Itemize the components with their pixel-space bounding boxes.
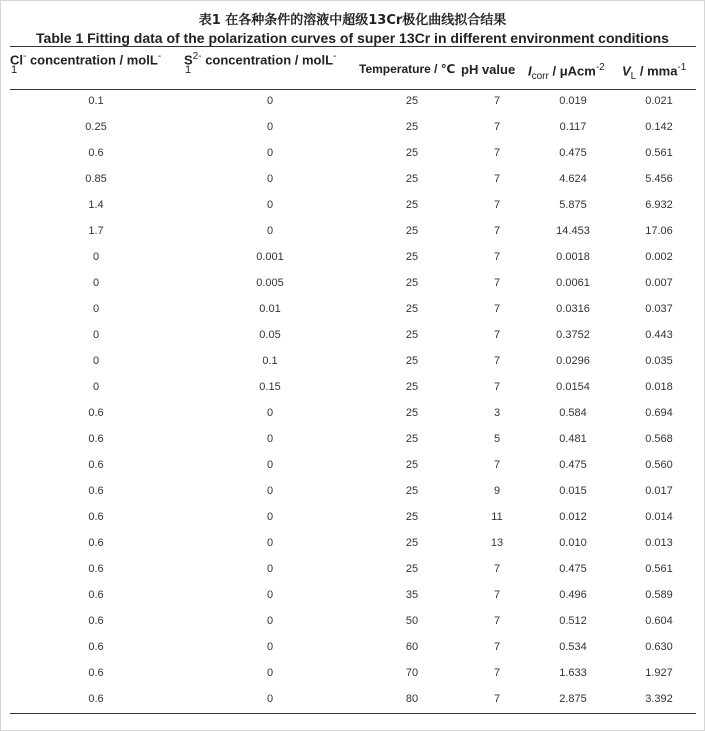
cell-cl-concentration: 0.6 bbox=[88, 459, 104, 471]
cell-cl-concentration: 0.6 bbox=[88, 641, 104, 653]
cell-cl-concentration: 0 bbox=[92, 355, 100, 367]
cell-icorr: 0.012 bbox=[559, 511, 587, 523]
cell-cl-concentration: 0.6 bbox=[88, 615, 104, 627]
table-row bbox=[0, 532, 705, 558]
cell-ph-value: 7 bbox=[493, 173, 501, 185]
cell-cl-concentration: 1.4 bbox=[88, 199, 104, 211]
cell-cl-concentration: 0.6 bbox=[88, 693, 104, 705]
cell-temperature: 25 bbox=[405, 407, 419, 419]
cell-temperature: 25 bbox=[405, 433, 419, 445]
cell-icorr: 0.0018 bbox=[556, 251, 590, 263]
cell-icorr: 5.875 bbox=[559, 199, 587, 211]
header-icorr-sub: corr bbox=[531, 70, 549, 82]
cell-s-concentration: 0 bbox=[266, 225, 274, 237]
table-title-chinese: 表1 在各种条件的溶液中超级13Cr极化曲线拟合结果 bbox=[198, 13, 507, 28]
cell-ph-value: 7 bbox=[493, 381, 501, 393]
cell-s-concentration: 0 bbox=[266, 199, 274, 211]
table-row bbox=[0, 350, 705, 376]
cell-ph-value: 7 bbox=[493, 121, 501, 133]
header-icorr-sup: -2 bbox=[595, 62, 605, 73]
cell-s-concentration: 0 bbox=[266, 615, 274, 627]
cell-vl: 0.561 bbox=[645, 563, 673, 575]
cell-ph-value: 7 bbox=[493, 147, 501, 159]
cell-vl: 0.630 bbox=[645, 641, 673, 653]
header-s-symbol: S bbox=[184, 52, 193, 68]
cell-temperature: 25 bbox=[405, 563, 419, 575]
cell-temperature: 80 bbox=[405, 693, 419, 705]
header-icorr-symbol: I bbox=[528, 63, 532, 79]
cell-vl: 6.932 bbox=[645, 199, 673, 211]
header-cl-sup: - bbox=[23, 51, 27, 62]
cell-icorr: 0.481 bbox=[559, 433, 587, 445]
cell-temperature: 25 bbox=[405, 121, 419, 133]
header-ph-value: pH value bbox=[461, 62, 516, 77]
cell-temperature: 50 bbox=[405, 615, 419, 627]
cell-ph-value: 7 bbox=[493, 693, 501, 705]
table-row bbox=[0, 636, 705, 662]
cell-s-concentration: 0 bbox=[266, 667, 274, 679]
cell-cl-concentration: 0 bbox=[92, 277, 100, 289]
cell-s-concentration: 0 bbox=[266, 485, 274, 497]
table-row bbox=[0, 142, 705, 168]
table-row bbox=[0, 506, 705, 532]
cell-vl: 5.456 bbox=[645, 173, 673, 185]
header-temperature: Temperature / ℃ bbox=[359, 62, 456, 76]
cell-vl: 0.443 bbox=[645, 329, 673, 341]
cell-s-concentration: 0 bbox=[266, 641, 274, 653]
cell-icorr: 0.0154 bbox=[556, 381, 590, 393]
cell-ph-value: 7 bbox=[493, 199, 501, 211]
cell-vl: 0.007 bbox=[645, 277, 673, 289]
table-row bbox=[0, 246, 705, 272]
cell-ph-value: 7 bbox=[493, 667, 501, 679]
cell-cl-concentration: 0.6 bbox=[88, 147, 104, 159]
cell-s-concentration: 0 bbox=[266, 511, 274, 523]
cell-cl-concentration: 0 bbox=[92, 251, 100, 263]
cell-s-concentration: 0 bbox=[266, 407, 274, 419]
table-row bbox=[0, 610, 705, 636]
header-vl-text: / mma bbox=[636, 63, 678, 79]
cell-cl-concentration: 0 bbox=[92, 303, 100, 315]
cell-icorr: 0.584 bbox=[559, 407, 587, 419]
cell-ph-value: 13 bbox=[490, 537, 504, 549]
cell-temperature: 25 bbox=[405, 485, 419, 497]
cell-icorr: 0.0296 bbox=[556, 355, 590, 367]
cell-temperature: 25 bbox=[405, 173, 419, 185]
cell-temperature: 25 bbox=[405, 381, 419, 393]
cell-s-concentration: 0.15 bbox=[259, 381, 281, 393]
cell-icorr: 0.117 bbox=[559, 121, 587, 133]
cell-s-concentration: 0 bbox=[266, 433, 274, 445]
table-row bbox=[0, 194, 705, 220]
table-row bbox=[0, 402, 705, 428]
cell-icorr: 2.875 bbox=[559, 693, 587, 705]
cell-s-concentration: 0 bbox=[266, 693, 274, 705]
cell-icorr: 0.496 bbox=[559, 589, 587, 601]
cell-cl-concentration: 0.6 bbox=[88, 667, 104, 679]
header-cl-text: concentration / molL bbox=[26, 52, 158, 68]
cell-vl: 0.142 bbox=[645, 121, 673, 133]
table-row bbox=[0, 168, 705, 194]
cell-ph-value: 7 bbox=[493, 589, 501, 601]
cell-cl-concentration: 1.7 bbox=[88, 225, 104, 237]
cell-temperature: 25 bbox=[405, 199, 419, 211]
cell-icorr: 0.475 bbox=[559, 147, 587, 159]
table-row bbox=[0, 90, 705, 116]
cell-icorr: 14.453 bbox=[556, 225, 590, 237]
cell-ph-value: 7 bbox=[493, 225, 501, 237]
header-s-unit-line2: 1 bbox=[185, 64, 192, 76]
cell-ph-value: 7 bbox=[493, 459, 501, 471]
cell-vl: 0.035 bbox=[645, 355, 673, 367]
cell-icorr: 0.015 bbox=[559, 485, 587, 497]
cell-ph-value: 7 bbox=[493, 95, 501, 107]
cell-temperature: 25 bbox=[405, 537, 419, 549]
table-row bbox=[0, 116, 705, 142]
table-row bbox=[0, 688, 705, 714]
cell-s-concentration: 0 bbox=[266, 459, 274, 471]
table-row bbox=[0, 272, 705, 298]
cell-cl-concentration: 0.6 bbox=[88, 407, 104, 419]
cell-temperature: 25 bbox=[405, 277, 419, 289]
cell-vl: 0.017 bbox=[645, 485, 673, 497]
cell-ph-value: 11 bbox=[491, 511, 503, 523]
header-cl-symbol: Cl bbox=[10, 52, 23, 68]
cell-cl-concentration: 0 bbox=[92, 329, 100, 341]
cell-vl: 0.604 bbox=[645, 615, 673, 627]
cell-temperature: 25 bbox=[405, 95, 419, 107]
table-row bbox=[0, 428, 705, 454]
cell-icorr: 0.0316 bbox=[556, 303, 590, 315]
cell-temperature: 70 bbox=[405, 667, 419, 679]
table-row bbox=[0, 298, 705, 324]
cell-cl-concentration: 0.6 bbox=[88, 511, 104, 523]
cell-s-concentration: 0 bbox=[266, 537, 274, 549]
cell-cl-concentration: 0.25 bbox=[85, 121, 107, 133]
cell-s-concentration: 0 bbox=[266, 589, 274, 601]
cell-icorr: 0.475 bbox=[559, 563, 587, 575]
cell-temperature: 25 bbox=[405, 355, 419, 367]
cell-vl: 17.06 bbox=[645, 225, 673, 237]
cell-temperature: 35 bbox=[405, 589, 419, 601]
cell-cl-concentration: 0.1 bbox=[88, 95, 104, 107]
header-top-rule bbox=[10, 46, 696, 47]
header-vl-sub: L bbox=[630, 70, 637, 82]
cell-vl: 0.694 bbox=[645, 407, 673, 419]
cell-icorr: 0.019 bbox=[559, 95, 587, 107]
cell-vl: 0.014 bbox=[645, 511, 673, 523]
cell-s-concentration: 0.1 bbox=[262, 355, 278, 367]
cell-vl: 0.013 bbox=[645, 537, 673, 549]
cell-vl: 0.560 bbox=[645, 459, 673, 471]
cell-ph-value: 7 bbox=[493, 563, 501, 575]
table-row bbox=[0, 454, 705, 480]
cell-temperature: 25 bbox=[405, 459, 419, 471]
header-s-sup: 2- bbox=[192, 51, 202, 62]
table-title-english: Table 1 Fitting data of the polarization curves of super 13Cr in different environment conditions bbox=[36, 30, 669, 46]
cell-icorr: 0.475 bbox=[559, 459, 587, 471]
cell-ph-value: 7 bbox=[493, 251, 501, 263]
cell-s-concentration: 0.05 bbox=[259, 329, 281, 341]
table-row bbox=[0, 324, 705, 350]
cell-temperature: 25 bbox=[405, 511, 419, 523]
header-cl-concentration bbox=[10, 51, 162, 76]
cell-cl-concentration: 0.6 bbox=[88, 537, 104, 549]
header-s-sup2: - bbox=[333, 51, 337, 62]
cell-ph-value: 7 bbox=[493, 277, 501, 289]
cell-ph-value: 5 bbox=[493, 433, 501, 445]
cell-vl: 0.018 bbox=[645, 381, 673, 393]
cell-icorr: 1.633 bbox=[559, 667, 587, 679]
cell-cl-concentration: 0 bbox=[92, 381, 100, 393]
cell-icorr: 4.624 bbox=[559, 173, 587, 185]
table-row bbox=[0, 376, 705, 402]
cell-icorr: 0.3752 bbox=[556, 329, 590, 341]
cell-temperature: 25 bbox=[405, 225, 419, 237]
cell-icorr: 0.010 bbox=[559, 537, 587, 549]
cell-vl: 0.021 bbox=[645, 95, 673, 107]
cell-ph-value: 9 bbox=[493, 485, 501, 497]
cell-s-concentration: 0.001 bbox=[256, 251, 284, 263]
header-cl-sup2: - bbox=[157, 51, 162, 62]
cell-icorr: 0.0061 bbox=[556, 277, 590, 289]
cell-vl: 1.927 bbox=[645, 667, 673, 679]
header-s-text: concentration / molL bbox=[201, 52, 334, 68]
cell-s-concentration: 0.005 bbox=[256, 277, 284, 289]
header-cl-unit-line2: 1 bbox=[11, 64, 18, 76]
cell-ph-value: 7 bbox=[493, 355, 501, 367]
cell-s-concentration: 0 bbox=[266, 95, 274, 107]
table-row bbox=[0, 584, 705, 610]
header-s-concentration bbox=[184, 51, 337, 76]
cell-ph-value: 7 bbox=[493, 615, 501, 627]
cell-vl: 0.561 bbox=[645, 147, 673, 159]
header-icorr bbox=[528, 62, 605, 82]
cell-vl: 0.568 bbox=[645, 433, 673, 445]
cell-temperature: 25 bbox=[405, 251, 419, 263]
cell-vl: 0.589 bbox=[645, 589, 673, 601]
header-vl bbox=[622, 62, 686, 82]
cell-s-concentration: 0 bbox=[266, 173, 274, 185]
table-row bbox=[0, 220, 705, 246]
table-bottom-rule bbox=[10, 713, 696, 714]
cell-cl-concentration: 0.6 bbox=[88, 485, 104, 497]
cell-s-concentration: 0 bbox=[266, 563, 274, 575]
cell-ph-value: 7 bbox=[493, 303, 501, 315]
cell-temperature: 25 bbox=[405, 147, 419, 159]
cell-cl-concentration: 0.6 bbox=[88, 433, 104, 445]
cell-s-concentration: 0 bbox=[266, 121, 274, 133]
cell-ph-value: 7 bbox=[493, 329, 501, 341]
cell-icorr: 0.512 bbox=[559, 615, 587, 627]
cell-s-concentration: 0.01 bbox=[259, 303, 281, 315]
header-vl-symbol: V bbox=[622, 63, 631, 79]
cell-ph-value: 3 bbox=[493, 407, 501, 419]
cell-temperature: 25 bbox=[405, 303, 419, 315]
table-row bbox=[0, 480, 705, 506]
header-vl-sup: -1 bbox=[677, 62, 687, 73]
table-row bbox=[0, 662, 705, 688]
cell-cl-concentration: 0.6 bbox=[88, 563, 104, 575]
cell-cl-concentration: 0.6 bbox=[88, 589, 104, 601]
cell-s-concentration: 0 bbox=[266, 147, 274, 159]
cell-ph-value: 7 bbox=[493, 641, 501, 653]
cell-temperature: 25 bbox=[405, 329, 419, 341]
cell-cl-concentration: 0.85 bbox=[85, 173, 107, 185]
cell-vl: 0.002 bbox=[645, 251, 673, 263]
cell-icorr: 0.534 bbox=[559, 641, 587, 653]
cell-vl: 3.392 bbox=[645, 693, 673, 705]
header-icorr-text: / μAcm bbox=[548, 63, 596, 79]
table-row bbox=[0, 558, 705, 584]
cell-temperature: 60 bbox=[405, 641, 419, 653]
cell-vl: 0.037 bbox=[645, 303, 673, 315]
